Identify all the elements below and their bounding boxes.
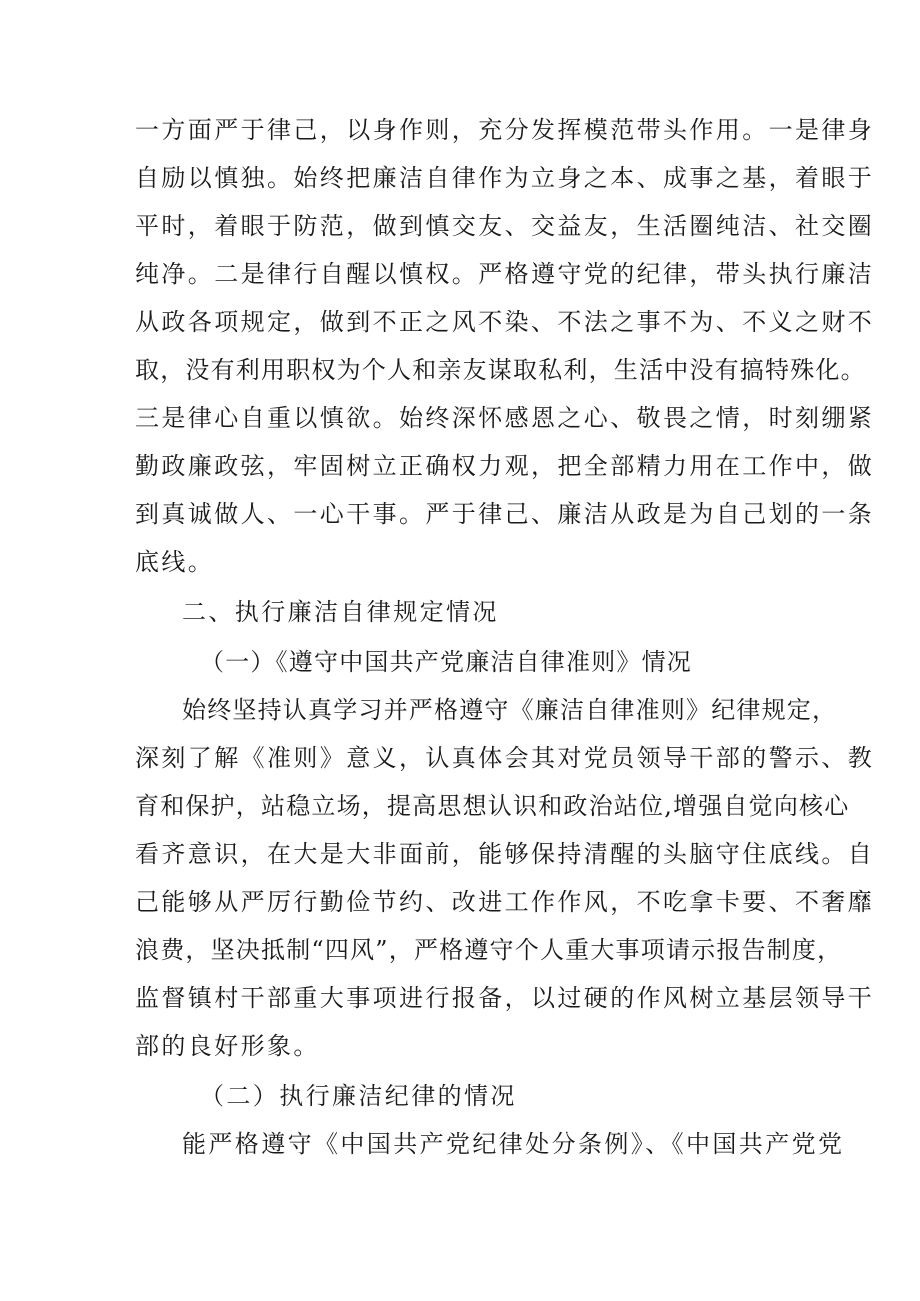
paragraph-2-line-4: 看齐意识，在大是大非面前，能够保持清醒的头脑守住底线。自	[135, 840, 875, 868]
paragraph-2-line-6: 浪费，坚决抵制“四风”，严格遵守个人重大事项请示报告制度，	[135, 936, 843, 964]
paragraph-2-line-2: 深刻了解《准则》意义，认真体会其对党员领导干部的警示、教	[135, 744, 875, 772]
paragraph-2-line-5: 己能够从严厉行勤俭节约、改进工作作风，不吃拿卡要、不奢靡	[135, 888, 875, 916]
subheading-2: （二）执行廉洁纪律的情况	[200, 1082, 517, 1110]
section-heading: 二、执行廉洁自律规定情况	[182, 598, 499, 626]
paragraph-2-line-8: 部的良好形象。	[135, 1032, 320, 1060]
paragraph-1-line-10: 底线。	[135, 548, 215, 576]
paragraph-1-line-6: 取，没有利用职权为个人和亲友谋取私利，生活中没有搞特殊化。	[135, 356, 866, 384]
paragraph-1-line-7: 三是律心自重以慎欲。始终深怀感恩之心、敬畏之情，时刻绷紧	[135, 404, 875, 432]
paragraph-1-line-4: 纯净。二是律行自醒以慎权。严格遵守党的纪律，带头执行廉洁	[135, 260, 875, 288]
paragraph-1-line-1: 一方面严于律己，以身作则，充分发挥模范带头作用。一是律身	[135, 116, 875, 144]
paragraph-2-line-7: 监督镇村干部重大事项进行报备，以过硬的作风树立基层领导干	[135, 984, 875, 1012]
paragraph-1-line-9: 到真诚做人、一心干事。严于律己、廉洁从政是为自己划的一条	[135, 500, 875, 528]
subheading-1: （一）《遵守中国共产党廉洁自律准则》情况	[200, 648, 692, 676]
paragraph-1-line-5: 从政各项规定，做到不正之风不染、不法之事不为、不义之财不	[135, 308, 875, 336]
paragraph-1-line-3: 平时，着眼于防范，做到慎交友、交益友，生活圈纯洁、社交圈	[135, 212, 875, 240]
paragraph-3-line-1: 能严格遵守《中国共产党纪律处分条例》、《中国共产党党	[182, 1130, 845, 1158]
paragraph-2-line-1: 始终坚持认真学习并严格遵守《廉洁自律准则》纪律规定，	[182, 696, 838, 724]
paragraph-1-line-8: 勤政廉政弦，牢固树立正确权力观，把全部精力用在工作中，做	[135, 452, 875, 480]
paragraph-1-line-2: 自励以慎独。始终把廉洁自律作为立身之本、成事之基，着眼于	[135, 164, 875, 192]
paragraph-2-line-3: 育和保护，站稳立场，提高思想认识和政治站位,增强自觉向核心	[135, 792, 850, 820]
